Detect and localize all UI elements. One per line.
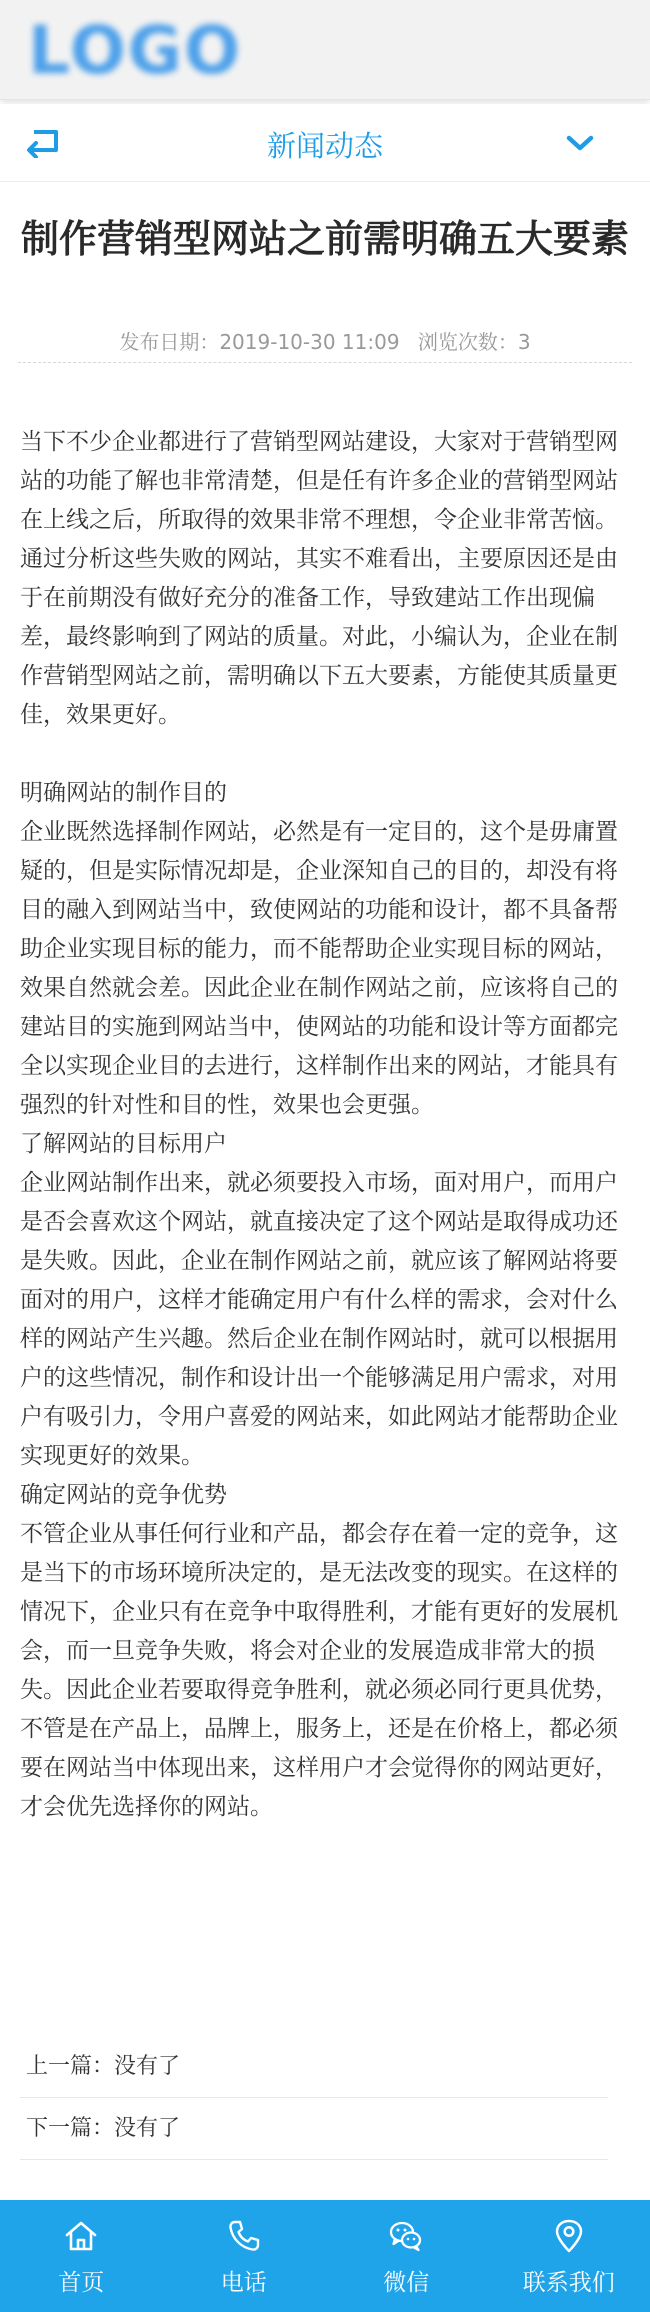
bottom-nav-phone[interactable] <box>163 2200 326 2312</box>
nav-title: 新闻动态 <box>266 129 383 163</box>
next-link[interactable]: 没有了 <box>114 2116 181 2141</box>
chevron-down-icon[interactable] <box>560 128 600 158</box>
publish-info <box>119 330 399 354</box>
phone-icon <box>226 2218 262 2254</box>
paragraph: 企业网站制作出来，就必须要投入市场，面对用户，而用户是否会喜欢这个网站，就直接决定了这个网站是取得成功还是失败。因此，企业在制作网站之前，就应该了解网站将要面对的用户，这样才能确定用户有什么样的需求，会对什么样的网站产生兴趣。然后企业在制作网站时，就可以根据用户的这些情况，制作和设计出一个能够满足用户需求，对用户有吸引力，令用户喜爱的网站来，如此网站才能帮助企业实现更好的效果。 <box>20 1170 618 1469</box>
paragraph-gap <box>20 735 630 774</box>
article-meta <box>0 326 650 355</box>
logo[interactable]: LOGO <box>28 12 243 89</box>
next-label: 下一篇： <box>26 2116 115 2141</box>
section-heading: 明确网站的制作目的 <box>20 780 227 806</box>
bottom-nav-label: 微信 <box>383 2270 430 2296</box>
bottom-nav-home[interactable] <box>0 2200 163 2312</box>
home-icon <box>63 2218 99 2254</box>
prev-link[interactable]: 没有了 <box>114 2054 181 2079</box>
publish-label: 发布日期： <box>119 330 220 354</box>
section-heading: 确定网站的竞争优势 <box>20 1482 227 1508</box>
bottom-nav <box>0 2200 650 2312</box>
paragraph: 企业既然选择制作网站，必然是有一定目的，这个是毋庸置疑的，但是实际情况却是，企业深知自己的目的，却没有将目的融入到网站当中，致使网站的功能和设计，都不具备帮助企业实现目标的能力，而不能帮助企业实现目标的网站，效果自然就会差。因此企业在制作网站之前，应该将自己的建站目的实施到网站当中，使网站的功能和设计等方面都完全以实现企业目的去进行，这样制作出来的网站，才能具有强烈的针对性和目的性，效果也会更强。 <box>20 819 618 1118</box>
views-count: 3 <box>517 330 531 354</box>
views-label: 浏览次数： <box>417 330 518 354</box>
location-icon <box>551 2218 587 2254</box>
views-info <box>418 330 531 354</box>
paragraph: 当下不少企业都进行了营销型网站建设，大家对于营销型网站的功能了解也非常清楚，但是任有许多企业的营销型网站在上线之后，所取得的效果非常不理想，令企业非常苦恼。通过分析这些失败的网站，其实不难看出，主要原因还是由于在前期没有做好充分的准备工作，导致建站工作出现偏差，最终影响到了网站的质量。对此，小编认为，企业在制作营销型网站之前，需明确以下五大要素，方能使其质量更佳，效果更好。 <box>20 429 618 728</box>
bottom-nav-contact[interactable] <box>488 2200 650 2312</box>
article-body <box>20 423 630 1827</box>
publish-date: 2019-10-30 11:09 <box>219 330 400 354</box>
article-title: 制作营销型网站之前需明确五大要素 <box>20 217 629 261</box>
bottom-nav-wechat[interactable] <box>325 2200 488 2312</box>
bottom-nav-label: 联系我们 <box>522 2270 615 2296</box>
wechat-icon <box>388 2218 424 2254</box>
meta-divider <box>18 362 632 363</box>
prev-label: 上一篇： <box>26 2054 115 2079</box>
top-header <box>0 0 650 100</box>
bottom-nav-label: 电话 <box>220 2270 267 2296</box>
section-heading: 了解网站的目标用户 <box>20 1131 227 1157</box>
next-article <box>20 2098 608 2160</box>
paragraph: 不管企业从事任何行业和产品，都会存在着一定的竞争，这是当下的市场环境所决定的，是无法改变的现实。在这样的情况下，企业只有在竞争中取得胜利，才能有更好的发展机会，而一旦竞争失败，将会对企业的发展造成非常大的损失。因此企业若要取得竞争胜利，就必须必同行更具优势，不管是在产品上，品牌上，服务上，还是在价格上，都必须要在网站当中体现出来，这样用户才会觉得你的网站更好，才会优先选择你的网站。 <box>20 1521 618 1820</box>
prev-article <box>20 2036 608 2098</box>
bottom-nav-label: 首页 <box>58 2270 105 2296</box>
nav-bar <box>0 104 650 182</box>
